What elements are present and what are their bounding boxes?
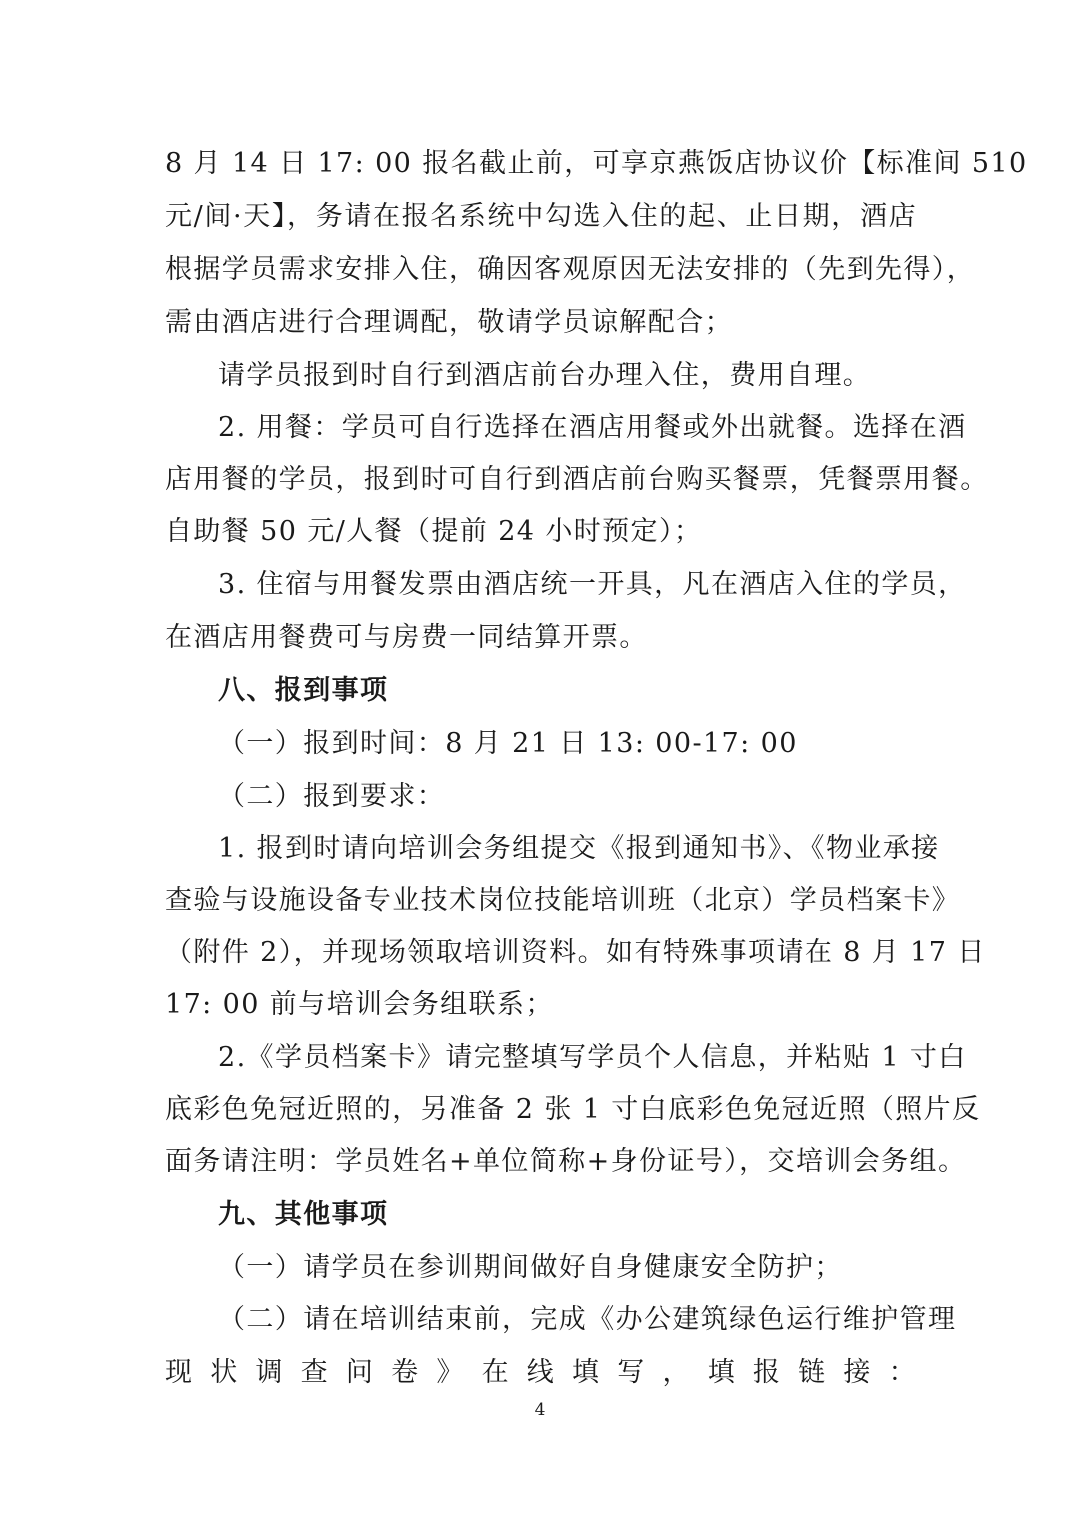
text-line: 请学员报到时自行到酒店前台办理入住，费用自理。 (218, 360, 872, 391)
page-number: 4 (534, 1400, 546, 1420)
text-line: （一）报到时间：8 月 21 日 13: 00-17: 00 (218, 728, 798, 759)
text-line: （一）请学员在参训期间做好自身健康安全防护； (218, 1252, 843, 1283)
section-heading: 九、其他事项 (218, 1199, 389, 1230)
text-line: 店用餐的学员，报到时可自行到酒店前台购买餐票，凭餐票用餐。 (165, 464, 989, 495)
text-line: 现状调查问卷》在线填写，填报链接： (165, 1357, 917, 1388)
text-line: 3. 住宿与用餐发票由酒店统一开具，凡在酒店入住的学员， (218, 569, 967, 600)
text-line: 17: 00 前与培训会务组联系； (165, 989, 554, 1020)
text-line: 底彩色免冠近照的，另准备 2 张 1 寸白底彩色免冠近照（照片反 (165, 1094, 981, 1125)
text-line: 8 月 14 日 17: 00 报名截止前，可享京燕饭店协议价【标准间 510 (165, 148, 1028, 179)
text-line: （二）请在培训结束前，完成《办公建筑绿色运行维护管理 (218, 1304, 957, 1335)
text-line: 查验与设施设备专业技术岗位技能培训班（北京）学员档案卡》 (165, 885, 961, 916)
text-line: 在酒店用餐费可与房费一同结算开票。 (165, 622, 648, 653)
text-line: 根据学员需求安排入住，确因客观原因无法安排的（先到先得）， (165, 254, 976, 285)
text-line: （二）报到要求： (218, 781, 446, 812)
text-line: （附件 2），并现场领取培训资料。如有特殊事项请在 8 月 17 日 (165, 937, 986, 968)
text-line: 2. 用餐：学员可自行选择在酒店用餐或外出就餐。选择在酒 (218, 412, 967, 443)
section-heading: 八、报到事项 (218, 675, 389, 706)
text-line: 1. 报到时请向培训会务组提交《报到通知书》、《物业承接 (218, 833, 940, 864)
text-line: 自助餐 50 元/人餐（提前 24 小时预定）； (165, 516, 703, 547)
text-line: 需由酒店进行合理调配，敬请学员谅解配合； (165, 307, 733, 338)
text-line: 2.《学员档案卡》请完整填写学员个人信息，并粘贴 1 寸白 (218, 1042, 967, 1073)
text-line: 面务请注明：学员姓名+单位简称+身份证号），交培训会务组。 (165, 1146, 967, 1177)
text-line: 元/间·天】，务请在报名系统中勾选入住的起、止日期，酒店 (165, 201, 917, 232)
